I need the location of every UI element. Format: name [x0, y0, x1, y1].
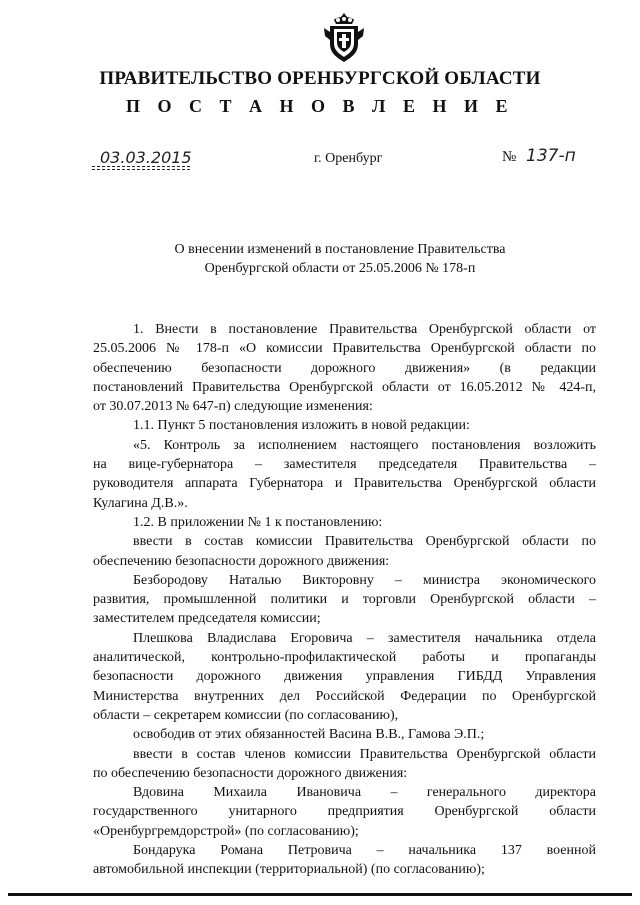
subject-line: О внесении изменений в постановление Правительства [174, 242, 506, 257]
document-subject [120, 240, 560, 279]
subject-line: Оренбургской области от 25.05.2006 № 178-п [204, 261, 476, 277]
body-line: автомобильной инспекции (территориальной) (по согласованию); [93, 862, 485, 878]
government-title: ПРАВИТЕЛЬСТВО ОРЕНБУРГСКОЙ ОБЛАСТИ [99, 68, 541, 89]
document-number: 137-п [526, 146, 576, 166]
body-line: обеспечению безопасности дорожного движения: [93, 553, 390, 569]
number-sign: № [502, 149, 517, 165]
document-body [93, 320, 596, 880]
bottom-rule [8, 893, 632, 896]
body-line: освободив от этих обязанностей Васина В.В., Гамова Э.П.; [133, 727, 485, 743]
body-line: безопасности дорожного движения управления ГИБДД Управления [93, 669, 596, 685]
coat-of-arms-icon [322, 10, 366, 64]
body-line: Кулагина Д.В.». [93, 495, 188, 511]
body-line: Бондарука Романа Петровича – начальника 137 военной [133, 843, 596, 859]
body-line: области – секретарем комиссии (по согласованию), [93, 707, 399, 723]
body-line: ввести в состав членов комиссии Правительства Оренбургской области [133, 746, 596, 762]
body-line: «5. Контроль за исполнением настоящего постановления возложить [133, 437, 596, 453]
document-type-title: П О С Т А Н О В Л Е Н И Е [126, 96, 514, 116]
body-line: «Оренбургремдорстрой» (по согласованию); [93, 823, 359, 839]
body-line: аналитической, контрольно-профилактической работы и пропаганды [93, 650, 596, 666]
body-line: от 30.07.2013 № 647-п) следующие изменения: [93, 399, 373, 415]
date-underline-second [92, 169, 190, 170]
body-line: по обеспечению безопасности дорожного движения: [93, 765, 408, 781]
body-line: Безбородову Наталью Викторовну – министра экономического [133, 572, 596, 588]
body-line: Плешкова Владислава Егоровича – заместителя начальника отдела [133, 630, 596, 646]
body-line: руководителя аппарата Губернатора и Правительства Оренбургской области [93, 476, 596, 492]
document-date: 03.03.2015 [100, 148, 192, 167]
body-line: 1.2. В приложении № 1 к постановлению: [133, 514, 383, 530]
body-line: ввести в состав комиссии Правительства Оренбургской области по [133, 534, 596, 550]
body-line: обеспечению безопасности дорожного движения» (в редакции [93, 360, 596, 376]
body-line: 1.1. Пункт 5 постановления изложить в новой редакции: [133, 418, 470, 434]
document-city: г. Оренбург [314, 151, 383, 166]
date-underline [92, 166, 190, 167]
body-line: постановлений Правительства Оренбургской области от 16.05.2012 № 424-п, [93, 379, 596, 395]
body-line: 1. Внести в постановление Правительства Оренбургской области от [133, 322, 596, 337]
body-line: Вдовина Михаила Ивановича – генерального директора [133, 785, 596, 801]
body-line: Министерства внутренних дел Российской Федерации по Оренбургской [93, 688, 596, 704]
body-line: развития, промышленной политики и торговли Оренбургской области – [93, 592, 596, 608]
body-line: государственного унитарного предприятия Оренбургской области [93, 804, 596, 820]
body-line: на вице-губернатора – заместителя председателя Правительства – [93, 457, 596, 473]
body-line: 25.05.2006 № 178-п «О комиссии Правительства Оренбургской области по [93, 341, 596, 357]
body-line: заместителем председателя комиссии; [93, 611, 321, 627]
